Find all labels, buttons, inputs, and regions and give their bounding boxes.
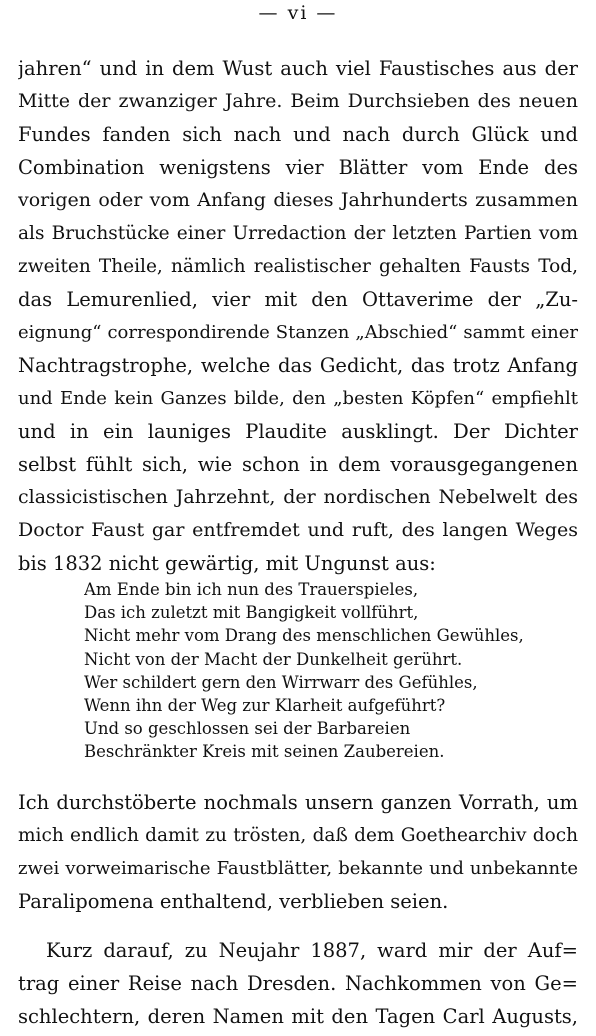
text-line: classicistischen Jahrzehnt, der nordischen Nebelwelt des xyxy=(18,486,578,508)
verse-line: Und so geschlossen sei der Barbareien xyxy=(84,719,411,739)
text-line: Ich durchstöberte nochmals unsern ganzen Vorrath, um xyxy=(18,791,578,814)
paragraph xyxy=(18,52,578,580)
text-line: als Bruchstücke einer Urredaction der letzten Partien vom xyxy=(18,223,578,244)
text-line: eignung“ correspondirende Stanzen „Abschied“ sammt einer xyxy=(18,322,578,343)
text-line: zwei vorweimarische Faustblätter, bekannte und unbekannte xyxy=(18,858,578,879)
text-line: und Ende kein Ganzes bilde, den „besten Köpfen“ empfiehlt xyxy=(18,388,578,409)
text-line: Fundes fanden sich nach und nach durch Glück und xyxy=(18,123,578,146)
text-line: Mitte der zwanziger Jahre. Beim Durchsieben des neuen xyxy=(18,90,578,112)
text-line: Paralipomena enthaltend, verblieben seien. xyxy=(18,890,449,913)
text-line: Combination wenigstens vier Blätter vom Ende des xyxy=(18,156,578,179)
verse-line: Nicht von der Macht der Dunkelheit gerührt. xyxy=(84,649,463,669)
verse-line: Das ich zuletzt mit Bangigkeit vollführt, xyxy=(84,603,419,623)
text-line: mich endlich damit zu trösten, daß dem Goethearchiv doch xyxy=(18,825,578,846)
text-line: Kurz darauf, zu Neujahr 1887, ward mir der Auf= xyxy=(46,939,578,962)
page-number: — vi — xyxy=(258,2,338,24)
verse-line: Nicht mehr vom Drang des menschlichen Gewühles, xyxy=(84,626,524,646)
verse-line: Wer schildert gern den Wirrwarr des Gefühles, xyxy=(84,672,478,692)
text-line: schlechtern, deren Namen mit den Tagen Carl Augusts, xyxy=(18,1005,578,1028)
verse-line: Wenn ihn der Weg zur Klarheit aufgeführt? xyxy=(84,695,446,715)
paragraph xyxy=(18,934,578,1033)
text-line: zweiten Theile, nämlich realistischer gehalten Fausts Tod, xyxy=(18,256,578,277)
verse-line: Beschränkter Kreis mit seinen Zaubereien. xyxy=(84,742,445,762)
text-line: Doctor Faust gar entfremdet und ruft, des langen Weges xyxy=(18,519,578,541)
text-line: jahren“ und in dem Wust auch viel Faustisches aus der xyxy=(18,57,578,80)
text-line: Nachtragstrophe, welche das Gedicht, das trotz Anfang xyxy=(18,354,578,377)
text-line: selbst fühlt sich, wie schon in dem vorausgegangenen xyxy=(18,453,578,476)
text-line: trag einer Reise nach Dresden. Nachkommen von Ge= xyxy=(18,972,578,995)
text-line: vorigen oder vom Anfang dieses Jahrhunderts zusammen xyxy=(18,189,578,211)
text-line: und in ein launiges Plaudite ausklingt. Der Dichter xyxy=(18,420,578,443)
paragraph xyxy=(18,786,578,918)
text-line: das Lemurenlied, vier mit den Ottaverime der „Zu- xyxy=(18,288,578,311)
text-line: bis 1832 nicht gewärtig, mit Ungunst aus: xyxy=(18,552,436,575)
verse-quotation xyxy=(84,578,564,764)
verse-line: Am Ende bin ich nun des Trauerspieles, xyxy=(84,580,419,599)
